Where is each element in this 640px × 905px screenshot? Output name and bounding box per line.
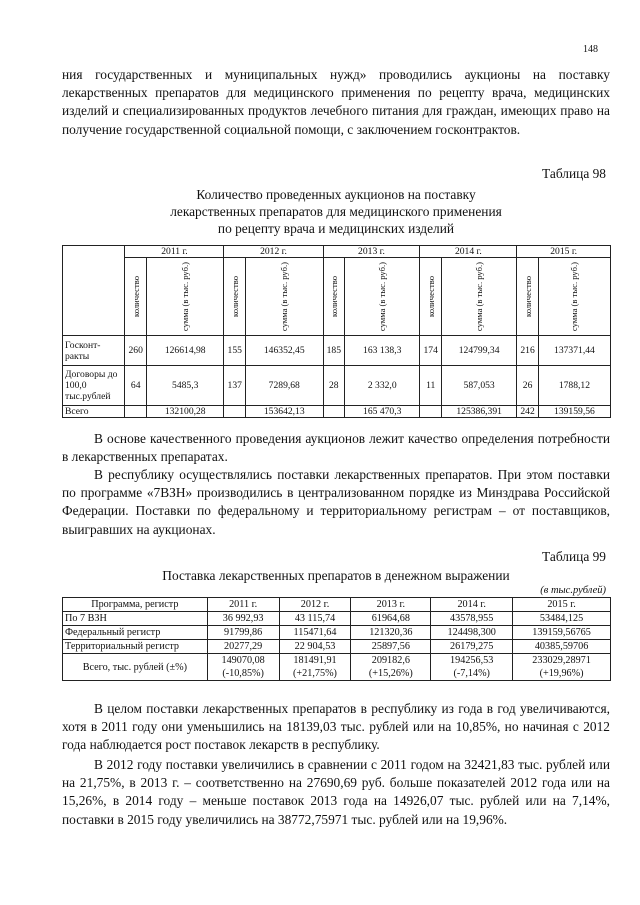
table-cell <box>279 654 351 681</box>
table-98-corner <box>63 246 125 336</box>
total-value: 181491,91 <box>293 655 337 666</box>
table-cell: 43578,955 <box>431 612 513 626</box>
table-cell: 25897,56 <box>351 640 431 654</box>
total-percent: (+21,75%) <box>293 668 337 679</box>
page-number: 148 <box>583 44 598 55</box>
table-cell: 7289,68 <box>246 366 324 406</box>
table-cell: 165 470,3 <box>345 406 420 418</box>
table-cell: 185 <box>323 336 345 366</box>
table-cell <box>431 654 513 681</box>
table-98-subheader: количество <box>420 258 442 336</box>
table-cell: 1788,12 <box>538 366 610 406</box>
table-cell: 139159,56765 <box>513 626 611 640</box>
table-cell: 174 <box>420 336 442 366</box>
table-cell: 137371,44 <box>538 336 610 366</box>
table-cell: 11 <box>420 366 442 406</box>
table-cell: 28 <box>323 366 345 406</box>
table-cell: 2 332,0 <box>345 366 420 406</box>
table-98-subheader: сумма (в тыс. руб.) <box>345 258 420 336</box>
table-98-subheader: количество <box>224 258 246 336</box>
table-cell: 53484,125 <box>513 612 611 626</box>
table-98-year: 2012 г. <box>224 246 323 258</box>
table-cell: 20277,29 <box>207 640 279 654</box>
table-cell <box>513 654 611 681</box>
table-row <box>63 640 611 654</box>
table-98 <box>62 245 611 418</box>
table-cell: 115471,64 <box>279 626 351 640</box>
table-cell: 61964,68 <box>351 612 431 626</box>
table-98-subheader: сумма (в тыс. руб.) <box>441 258 516 336</box>
table-98-title <box>62 186 610 237</box>
table-header: Программа, регистр <box>63 598 208 612</box>
table-cell: Федеральный регистр <box>63 626 208 640</box>
table-cell: Территориальный регистр <box>63 640 208 654</box>
table-cell: 40385,59706 <box>513 640 611 654</box>
table-cell: 139159,56 <box>538 406 610 418</box>
table-cell <box>207 654 279 681</box>
table-98-subheader: количество <box>323 258 345 336</box>
table-cell: 124799,34 <box>441 336 516 366</box>
table-cell: Всего, тыс. рублей (±%) <box>63 654 208 681</box>
total-value: 194256,53 <box>450 655 494 666</box>
table-cell: 146352,45 <box>246 336 324 366</box>
table-98-title-line: Количество проведенных аукционов на поставку <box>196 187 476 202</box>
table-99-unit: (в тыс.рублей) <box>540 585 606 596</box>
table-98-row-label: Всего <box>63 406 125 418</box>
paragraph-summary: В целом поставки лекарственных препаратов в республику из года в год увеличиваются, хотя в 2011 году они уменьшились на 18139,03 тыс. рублей или на 10,85%, но начиная с 2012 года наблюдается рост поставок лекарств в республику. <box>62 701 610 753</box>
table-header: 2014 г. <box>431 598 513 612</box>
table-row <box>63 626 611 640</box>
table-cell: 137 <box>224 366 246 406</box>
table-98-title-line: по рецепту врача и медицинских изделий <box>217 221 455 236</box>
table-row <box>63 336 611 366</box>
table-98-subheader: количество <box>125 258 147 336</box>
table-cell: 91799,86 <box>207 626 279 640</box>
table-cell: 36 992,93 <box>207 612 279 626</box>
total-percent: (+19,96%) <box>539 668 584 679</box>
table-header: 2013 г. <box>351 598 431 612</box>
table-header: 2011 г. <box>207 598 279 612</box>
table-total-row <box>63 654 611 681</box>
paragraph-intro: ния государственных и муниципальных нужд» проводились аукционы на поставку лекарственных препаратов для медицинского применения по рецепту врача, медицинских изделий и специализированных продуктов лечебного питания для граждан, имеющих право на получение государственной социальной помощи, с заключением госконтрактов. <box>62 67 610 137</box>
table-99-label: Таблица 99 <box>542 549 606 564</box>
table-99-title: Поставка лекарственных препаратов в денежном выражении <box>162 568 510 583</box>
table-cell <box>323 406 345 418</box>
table-cell <box>420 406 442 418</box>
table-98-subheader: количество <box>517 258 539 336</box>
table-98-year: 2014 г. <box>420 246 517 258</box>
paragraph-analysis: В 2012 году поставки увеличились в сравнении с 2011 годом на 32421,83 тыс. рублей или на 21,75%, в 2013 г. – соответственно на 27690,69 руб. больше показателей 2012 года или на 15,26%, в 2014 году – меньше поставок 2013 года на 14926,07 тыс. рублей или на 7,14%, поставки в 2015 году увеличились на 38772,75971 тыс. рублей или на 19,96%. <box>62 757 610 827</box>
table-cell: 64 <box>125 366 147 406</box>
table-header: 2012 г. <box>279 598 351 612</box>
table-cell: 155 <box>224 336 246 366</box>
table-99 <box>62 597 611 681</box>
table-cell: 587,053 <box>441 366 516 406</box>
table-cell <box>351 654 431 681</box>
table-98-year: 2013 г. <box>323 246 420 258</box>
table-header-row <box>63 598 611 612</box>
table-98-subheader: сумма (в тыс. руб.) <box>538 258 610 336</box>
total-percent: (+15,26%) <box>368 668 413 679</box>
table-row <box>63 366 611 406</box>
table-98-title-line: лекарственных препаратов для медицинского применения <box>170 204 502 219</box>
table-98-row-label: Договоры до 100,0 тыс.рублей <box>63 366 125 406</box>
total-percent: (-7,14%) <box>453 668 490 679</box>
table-98-year: 2015 г. <box>517 246 611 258</box>
table-98-subheader: сумма (в тыс. руб.) <box>146 258 224 336</box>
table-98-subheader: сумма (в тыс. руб.) <box>246 258 324 336</box>
table-row <box>63 612 611 626</box>
table-cell <box>224 406 246 418</box>
table-98-year: 2011 г. <box>125 246 224 258</box>
table-cell: 5485,3 <box>146 366 224 406</box>
table-cell: 163 138,3 <box>345 336 420 366</box>
table-cell: 43 115,74 <box>279 612 351 626</box>
table-cell: 216 <box>517 336 539 366</box>
table-row <box>63 406 611 418</box>
total-value: 233029,28971 <box>532 655 591 666</box>
paragraph-quality: В основе качественного проведения аукционов лежит качество определения потребности в лекарственных препаратах. <box>62 431 610 465</box>
table-98-row-label: Госконт-ракты <box>63 336 125 366</box>
total-percent: (-10,85%) <box>222 668 264 679</box>
table-cell: 121320,36 <box>351 626 431 640</box>
table-cell: 124498,300 <box>431 626 513 640</box>
table-cell: 242 <box>517 406 539 418</box>
table-cell: 26 <box>517 366 539 406</box>
table-cell: 26179,275 <box>431 640 513 654</box>
table-cell: 22 904,53 <box>279 640 351 654</box>
table-header: 2015 г. <box>513 598 611 612</box>
table-cell: 132100,28 <box>146 406 224 418</box>
table-cell: 125386,391 <box>441 406 516 418</box>
table-cell: 153642,13 <box>246 406 324 418</box>
total-value: 209182,6 <box>371 655 410 666</box>
total-value: 149070,08 <box>221 655 265 666</box>
table-cell: 260 <box>125 336 147 366</box>
paragraph-supplies: В республику осуществлялись поставки лекарственных препаратов. При этом поставки по программе «7ВЗН» производились в централизованном порядке из Минздрава Российской Федерации. Поставки по федеральному и территориальному регистрам – от поставщиков, выигравших на аукционах. <box>62 467 610 537</box>
table-cell <box>125 406 147 418</box>
table-cell: По 7 ВЗН <box>63 612 208 626</box>
table-cell: 126614,98 <box>146 336 224 366</box>
table-98-label: Таблица 98 <box>542 166 606 181</box>
